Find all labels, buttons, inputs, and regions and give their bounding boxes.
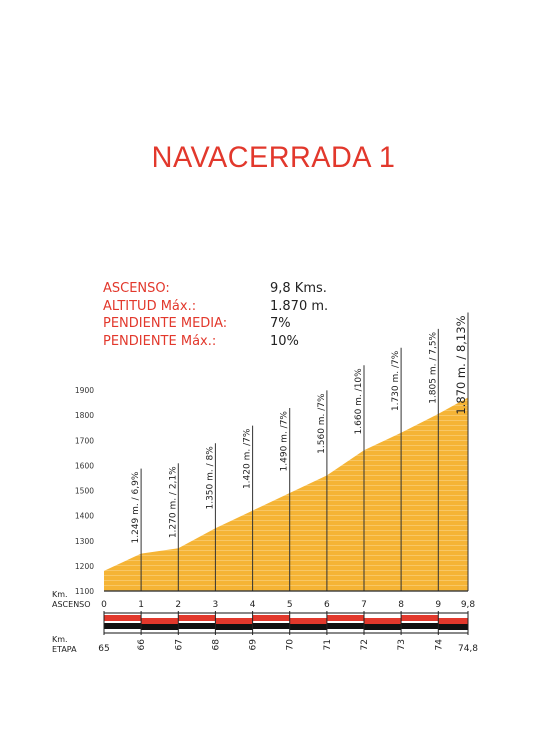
stage-bar-black-segment xyxy=(364,624,401,630)
y-tick-label: 1700 xyxy=(74,436,94,446)
stage-bar-red-segment xyxy=(215,618,252,624)
y-tick-label: 1600 xyxy=(74,461,94,471)
stage-bar-black-segment xyxy=(401,623,438,629)
stat-value: 7% xyxy=(270,316,291,331)
stage-bar-red-segment xyxy=(104,615,141,621)
stage-bar-black-segment xyxy=(141,624,178,630)
etapa-tick-label: 72 xyxy=(360,639,370,651)
etapa-tick-label: 73 xyxy=(397,639,408,651)
etapa-tick-label: 74,8 xyxy=(457,644,479,654)
ascenso-tick-label: 4 xyxy=(249,600,256,610)
marker-label: 1.660 m. /10% xyxy=(354,368,364,435)
stage-bar-black-segment xyxy=(438,624,468,630)
y-tick-label: 1900 xyxy=(74,386,94,395)
stage-bar-red-segment xyxy=(327,615,364,621)
marker-label: 1.560 m. /7% xyxy=(316,393,327,454)
stat-value: 9,8 Kms. xyxy=(270,281,327,296)
ascenso-tick-label: 9,8 xyxy=(460,600,476,610)
stat-label: PENDIENTE MEDIA: xyxy=(103,316,228,331)
ascenso-tick-label: 8 xyxy=(398,600,404,610)
marker-label: 1.270 m. / 2,1% xyxy=(168,466,179,539)
stage-bar-black-segment xyxy=(178,623,215,629)
ascenso-tick-label: 6 xyxy=(324,600,330,610)
ascenso-tick-label: 9 xyxy=(435,600,442,610)
marker-label: 1.730 m. /7% xyxy=(391,350,402,412)
stat-label: ASCENSO: xyxy=(103,281,170,296)
marker-label: 1.249 m. / 6,9% xyxy=(131,471,142,544)
y-tick-label: 1200 xyxy=(74,561,94,571)
stage-bar-black-segment xyxy=(253,623,290,629)
ascenso-tick-label: 2 xyxy=(175,600,182,610)
ascenso-tick-label: 5 xyxy=(286,600,293,610)
y-tick-label: 1300 xyxy=(74,536,94,546)
stage-bar-red-segment xyxy=(253,615,290,621)
marker-label: 1.350 m. / 8% xyxy=(205,446,216,510)
stage-bar-red-segment xyxy=(438,618,468,624)
page-title: NAVACERRADA 1 xyxy=(151,141,396,174)
etapa-tick-label: 66 xyxy=(137,639,148,651)
y-tick-label: 1400 xyxy=(74,511,94,521)
ascenso-tick-label: 7 xyxy=(361,600,367,610)
stage-bar-black-segment xyxy=(327,623,364,629)
stat-label: ALTITUD Máx.: xyxy=(103,298,197,314)
stage-bar-red-segment xyxy=(290,618,327,624)
marker-label: 1.490 m. /7% xyxy=(279,411,290,472)
stage-bar-black-segment xyxy=(215,624,252,630)
etapa-tick-label: 74 xyxy=(434,639,445,651)
y-tick-label: 1500 xyxy=(74,486,94,496)
etapa-tick-label: 65 xyxy=(98,644,110,654)
stat-label: PENDIENTE Máx.: xyxy=(103,333,217,349)
marker-label: 1.420 m. /7% xyxy=(242,428,253,490)
y-tick-label: 1800 xyxy=(74,411,94,421)
etapa-axis-title: Km. xyxy=(52,635,68,644)
stage-bar-red-segment xyxy=(401,615,438,621)
ascenso-axis-title: ASCENSO xyxy=(52,600,91,609)
ascenso-tick-label: 0 xyxy=(101,600,107,610)
ascenso-tick-label: 1 xyxy=(138,600,144,610)
etapa-tick-label: 71 xyxy=(322,639,333,651)
ascenso-axis-title: Km. xyxy=(52,590,68,599)
etapa-tick-label: 70 xyxy=(285,639,296,651)
marker-label: 1.805 m. / 7,5% xyxy=(428,331,439,404)
etapa-tick-label: 67 xyxy=(174,639,185,651)
y-tick-label: 1100 xyxy=(74,587,94,596)
stat-value: 10% xyxy=(270,333,299,349)
stage-bar-black-segment xyxy=(104,623,141,629)
stage-bar-red-segment xyxy=(178,615,215,621)
etapa-tick-label: 68 xyxy=(211,639,222,651)
marker-label: 1.870 m. / 8,13% xyxy=(454,315,468,415)
ascenso-tick-label: 3 xyxy=(212,600,219,610)
etapa-tick-label: 69 xyxy=(248,639,259,651)
stage-bar-red-segment xyxy=(364,618,401,624)
stage-bar-black-segment xyxy=(290,624,327,630)
stat-value: 1.870 m. xyxy=(270,298,329,314)
stage-bar-red-segment xyxy=(141,618,178,624)
etapa-axis-title: ETAPA xyxy=(52,645,77,654)
